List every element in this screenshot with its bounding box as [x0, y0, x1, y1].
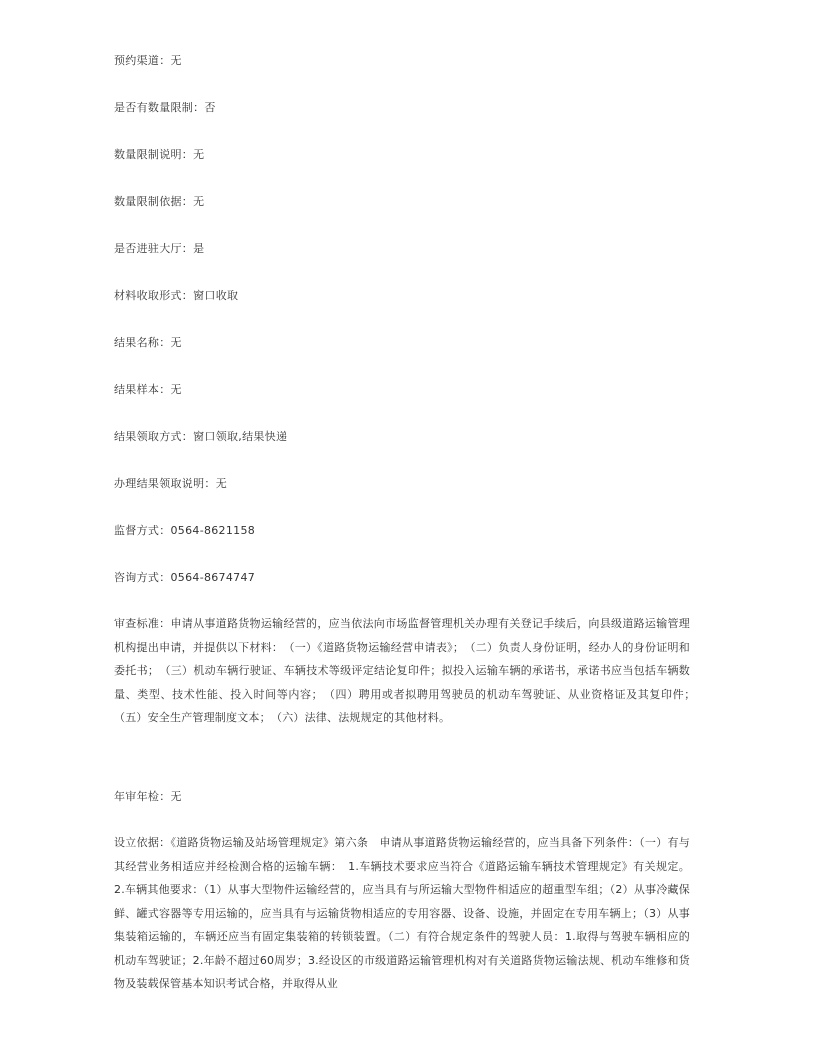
field-label: 结果领取方式： [114, 430, 194, 443]
review-standard-label: 审查标准： [114, 617, 171, 630]
field-result-pickup-note [114, 477, 227, 491]
field-label: 结果样本： [114, 383, 171, 396]
field-value: 无 [193, 148, 205, 161]
field-value: 窗口收取 [193, 289, 239, 302]
field-label: 是否进驻大厅： [114, 242, 194, 255]
field-label: 数量限制说明： [114, 148, 194, 161]
field-result-name [114, 336, 182, 350]
field-value: 0564-8621158 [170, 524, 256, 537]
basis-label: 设立依据： [114, 836, 171, 849]
field-value: 无 [193, 195, 205, 208]
field-value: 无 [170, 790, 182, 803]
basis-paragraph [114, 831, 690, 996]
field-label: 年审年检： [114, 790, 171, 803]
field-supervision-phone [114, 524, 255, 538]
field-material-collection [114, 289, 238, 303]
field-annual-review [114, 790, 182, 804]
field-booking-channel [114, 54, 182, 68]
field-label: 结果名称： [114, 336, 171, 349]
field-value: 是 [193, 242, 205, 255]
field-quantity-limit [114, 101, 216, 115]
field-value: 0564-8674747 [170, 571, 256, 584]
review-standard-text: 申请从事道路货物运输经营的，应当依法向市场监督管理机关办理有关登记手续后，向县级道路运输管理机构提出申请，并提供以下材料： （一）《道路货物运输经营申请表》； （二）负责人身份证明，经办人的身份证明和委托书； （三）机动车辆行驶证、车辆技术等级评定结论复印件；拟投入运输车辆的承诺书，承诺书应当包括车辆数量、类型、技术性能、投入时间等内容； （四）聘用或者拟聘用驾驶员的机动车驾驶证、从业资格证及其复印件； （五）安全生产管理制度文本； （六）法律、法规规定的其他材料。 [114, 617, 702, 724]
field-value: 无 [170, 336, 182, 349]
field-value: 无 [170, 54, 182, 67]
field-label: 材料收取形式： [114, 289, 194, 302]
field-result-pickup-method [114, 430, 287, 444]
field-in-service-hall [114, 242, 204, 256]
basis-text: 《道路货物运输及站场管理规定》第六条 申请从事道路货物运输经营的，应当具备下列条件：（一）有与其经营业务相适应并经检测合格的运输车辆： 1.车辆技术要求应当符合《道路运输车辆技术管理规定》有关规定。 2.车辆其他要求：（1）从事大型物件运输经营的，应当具有与所运输大型物件相适应的超重型车组；（2）从事冷藏保鲜、罐式容器等专用运输的，应当具有与运输货物相适应的专用容器、设备、设施，并固定在专用车辆上；（3）从事集装箱运输的，车辆还应当有固定集装箱的转锁装置。（二）有符合规定条件的驾驶人员：1.取得与驾驶车辆相应的机动车驾驶证；2.年龄不超过60周岁；3.经设区的市级道路运输管理机构对有关道路货物运输法规、机动车维修和货物及装载保管基本知识考试合格，并取得从业 [114, 836, 690, 990]
field-consult-phone [114, 571, 255, 585]
review-standard-paragraph [114, 612, 702, 730]
field-label: 是否有数量限制： [114, 101, 205, 114]
field-value: 否 [204, 101, 216, 114]
field-label: 预约渠道： [114, 54, 171, 67]
field-value: 无 [170, 383, 182, 396]
field-quantity-limit-description [114, 148, 204, 162]
field-value: 窗口领取,结果快递 [193, 430, 288, 443]
field-quantity-limit-basis [114, 195, 204, 209]
field-result-sample [114, 383, 182, 397]
field-label: 数量限制依据： [114, 195, 194, 208]
field-label: 监督方式： [114, 524, 171, 537]
field-label: 咨询方式： [114, 571, 171, 584]
field-label: 办理结果领取说明： [114, 477, 216, 490]
field-value: 无 [215, 477, 228, 490]
